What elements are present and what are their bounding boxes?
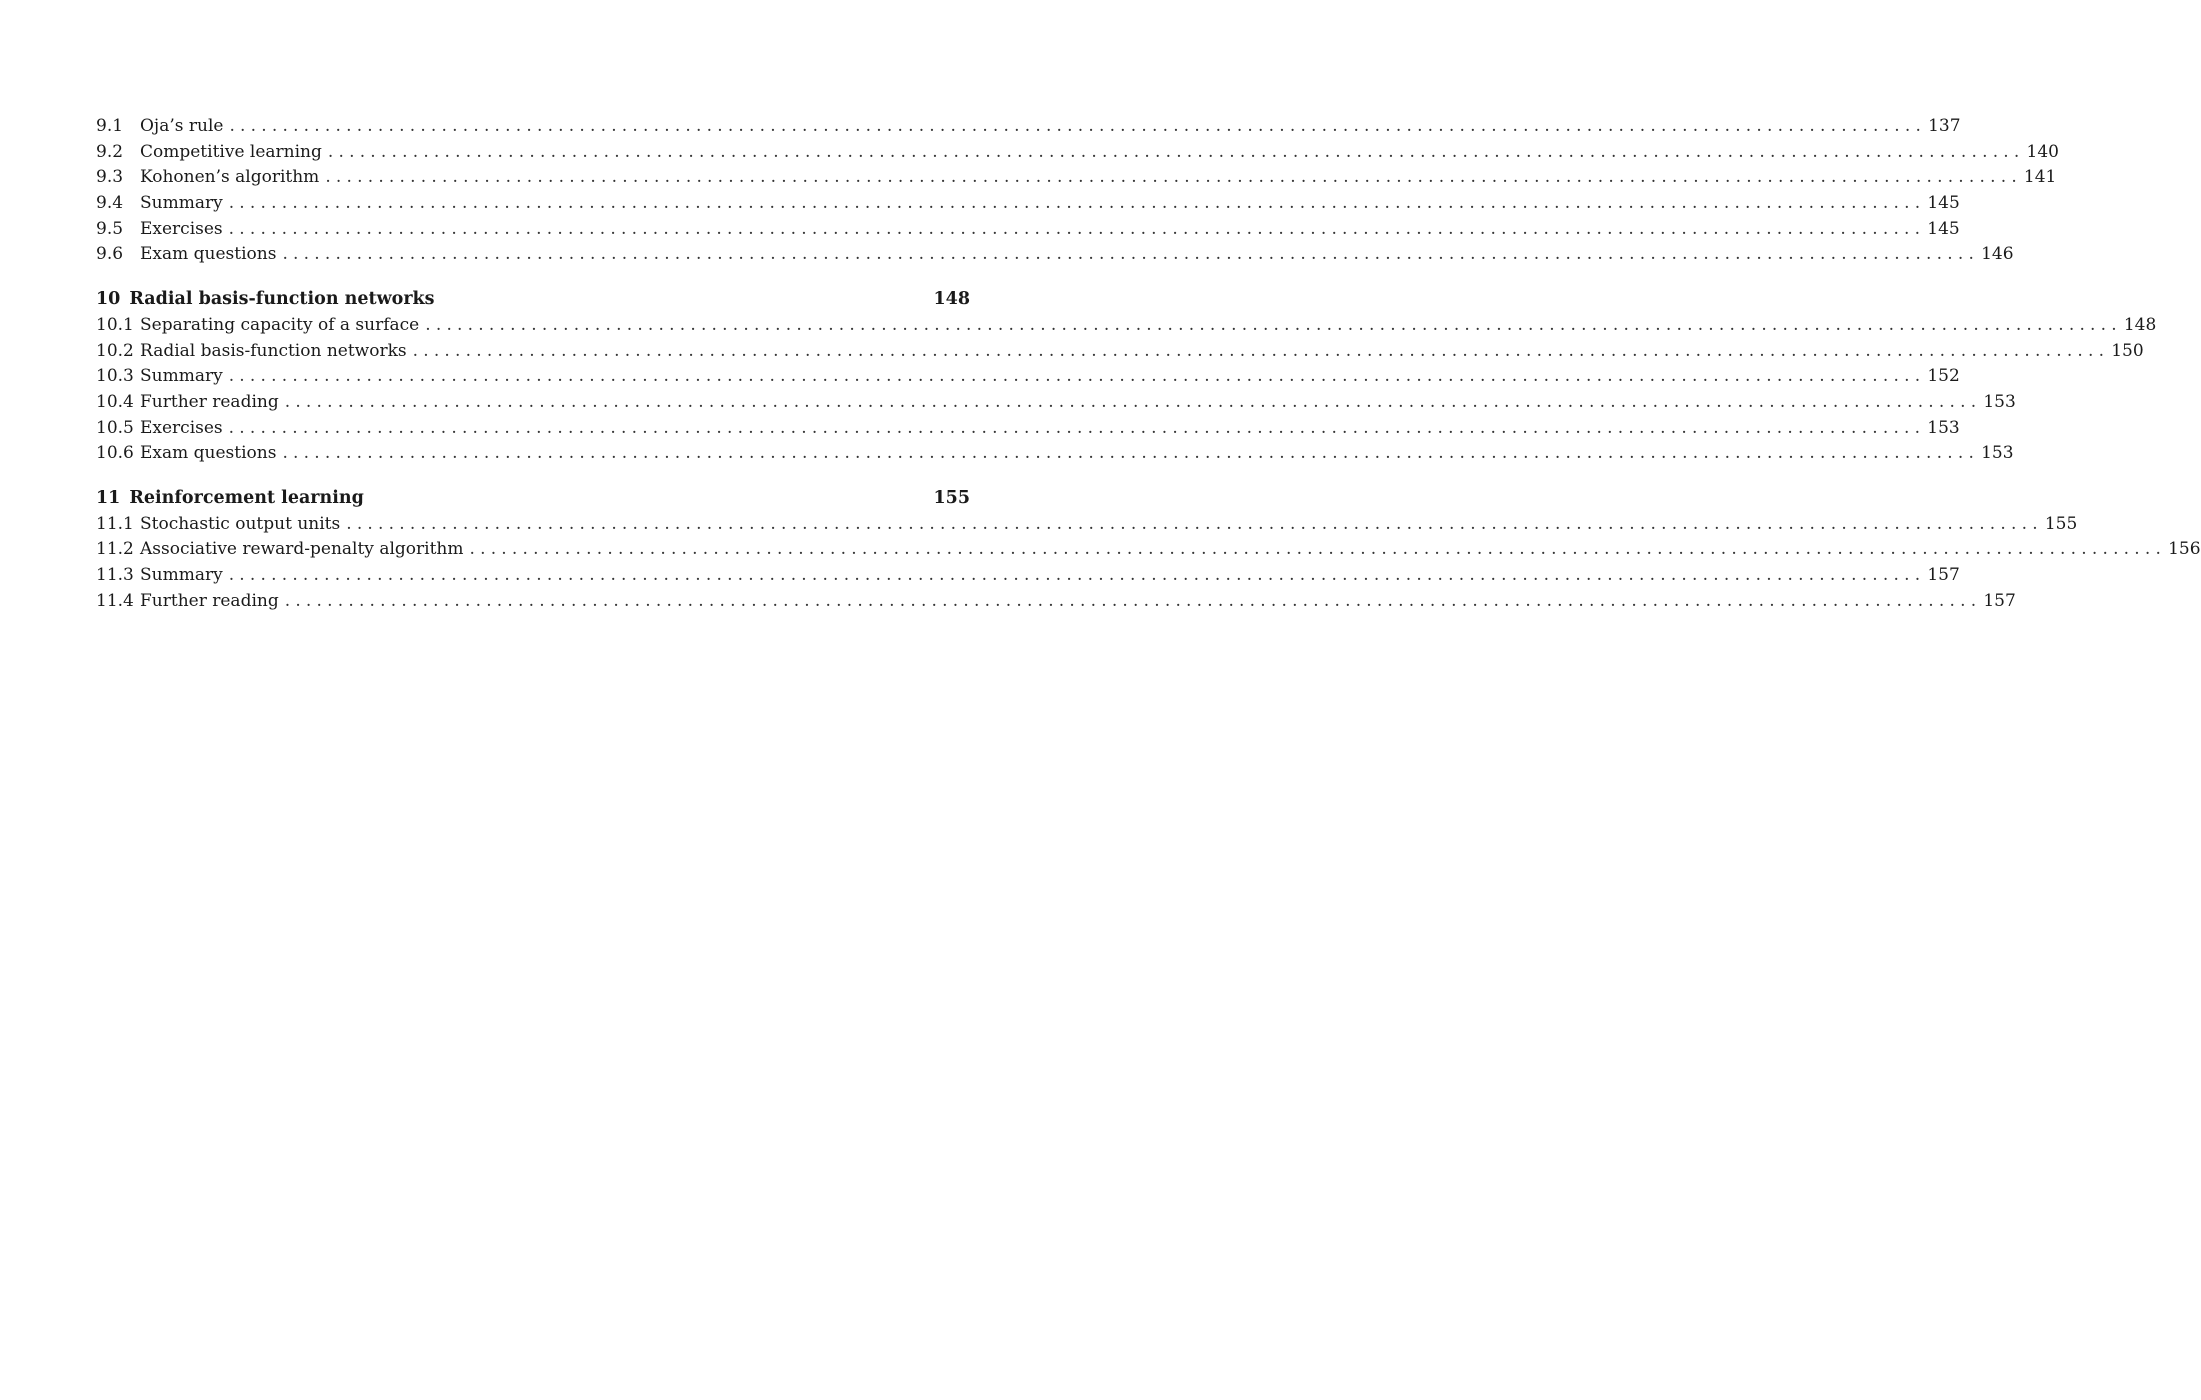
entry-page: 152 [1927, 366, 1960, 387]
entry-number: 10.1 [96, 314, 134, 335]
entry-title: Summary [140, 565, 223, 585]
entry-title: Exam questions [140, 443, 277, 464]
entry-number: 9.3 [96, 167, 124, 188]
dot-leader: ................................................................................................................................................................ [229, 116, 1927, 136]
entry-title: Exercises [140, 417, 223, 438]
dot-leader: ................................................................................................................................................................ [228, 193, 1926, 214]
dot-leader: ................................................................................................................................................................ [284, 391, 1982, 412]
toc-entry[interactable] [96, 364, 1960, 390]
entry-page: 145 [1927, 193, 1960, 214]
entry-number: 10.3 [96, 366, 134, 387]
dot-leader: ................................................................................................................................................................ [325, 167, 2022, 188]
entry-page: 137 [1928, 116, 1961, 136]
entry-number: 9.2 [96, 141, 124, 162]
dot-leader: ................................................................................................................................................................ [412, 340, 2110, 361]
entry-number: 9.6 [96, 244, 124, 265]
entry-title: Competitive learning [140, 141, 322, 162]
dot-leader: ................................................................................................................................................................ [228, 417, 1926, 438]
entry-number: 11.1 [96, 513, 134, 534]
entry-page: 157 [1983, 590, 2016, 611]
entry-page: 155 [2044, 513, 2078, 534]
entry-page: 141 [2023, 167, 2057, 188]
chapter-number: 10 [96, 289, 121, 310]
entry-number: 10.5 [96, 417, 134, 438]
toc-entry[interactable] [96, 217, 1960, 243]
toc-section [96, 486, 2201, 614]
entry-number: 9.1 [96, 116, 124, 136]
entry-title: Exam questions [140, 244, 277, 265]
toc-entry[interactable] [96, 165, 2057, 191]
entry-page: 153 [1927, 417, 1960, 438]
entry-title: Further reading [140, 391, 279, 412]
entry-number: 10.4 [96, 391, 134, 412]
entry-number: 9.5 [96, 218, 124, 239]
entry-page: 150 [2111, 340, 2144, 361]
entry-title: Oja’s rule [140, 116, 224, 136]
dot-leader: ................................................................................................................................................................ [282, 443, 1980, 464]
entry-title: Kohonen’s algorithm [140, 167, 320, 188]
toc-entry[interactable] [96, 313, 2157, 339]
entry-title: Summary [140, 193, 223, 214]
entry-page: 148 [2123, 314, 2157, 335]
toc-section [96, 287, 2157, 467]
entry-page: 153 [1983, 391, 2016, 412]
entry-number: 11.2 [96, 539, 134, 560]
dot-leader: ................................................................................................................................................................ [425, 314, 2122, 335]
toc-entry[interactable] [96, 563, 1960, 589]
chapter-title: Reinforcement learning [129, 487, 364, 508]
toc-entry[interactable] [96, 140, 2059, 166]
entry-title: Further reading [140, 590, 279, 611]
entry-page: 156 [2168, 539, 2201, 560]
entry-title: Associative reward-penalty algorithm [140, 539, 464, 560]
entry-number: 10.2 [96, 340, 134, 361]
entry-page: 153 [1981, 443, 2014, 464]
toc-entry[interactable] [96, 537, 2201, 563]
dot-leader: ................................................................................................................................................................ [327, 141, 2025, 162]
dot-leader: ................................................................................................................................................................ [284, 590, 1982, 611]
toc-entry[interactable] [96, 191, 1960, 217]
dot-leader: ................................................................................................................................................................ [469, 539, 2167, 560]
entry-page: 157 [1927, 565, 1960, 585]
entry-title: Stochastic output units [140, 513, 341, 534]
toc-entry[interactable] [96, 242, 2014, 268]
dot-leader: ................................................................................................................................................................ [228, 218, 1926, 239]
entry-title: Exercises [140, 218, 223, 239]
toc-entry[interactable] [96, 512, 2078, 538]
chapter-page: 148 [933, 289, 970, 310]
toc-entry[interactable] [96, 390, 2016, 416]
chapter-heading[interactable] [96, 486, 970, 512]
chapter-heading[interactable] [96, 287, 970, 313]
entry-page: 140 [2026, 141, 2059, 162]
entry-title: Radial basis-function networks [140, 340, 407, 361]
entry-page: 146 [1981, 244, 2014, 265]
entry-title: Summary [140, 366, 223, 387]
chapter-number: 11 [96, 487, 121, 508]
dot-leader: ................................................................................................................................................................ [346, 513, 2043, 534]
table-of-contents [96, 114, 2201, 614]
entry-number: 11.4 [96, 590, 134, 611]
toc-entry[interactable] [96, 339, 2144, 365]
toc-entry[interactable] [96, 589, 2016, 615]
toc-entry[interactable] [96, 441, 2014, 467]
dot-leader: ................................................................................................................................................................ [228, 366, 1926, 387]
entry-number: 11.3 [96, 565, 134, 585]
entry-page: 145 [1927, 218, 1960, 239]
entry-number: 9.4 [96, 193, 124, 214]
toc-section [96, 114, 2059, 268]
dot-leader: ................................................................................................................................................................ [282, 244, 1980, 265]
chapter-title: Radial basis-function networks [129, 289, 435, 310]
entry-title: Separating capacity of a surface [140, 314, 420, 335]
entry-number: 10.6 [96, 443, 134, 464]
chapter-page: 155 [933, 487, 970, 508]
dot-leader: ................................................................................................................................................................ [228, 565, 1926, 585]
toc-entry[interactable] [96, 114, 1961, 140]
toc-entry[interactable] [96, 416, 1960, 442]
